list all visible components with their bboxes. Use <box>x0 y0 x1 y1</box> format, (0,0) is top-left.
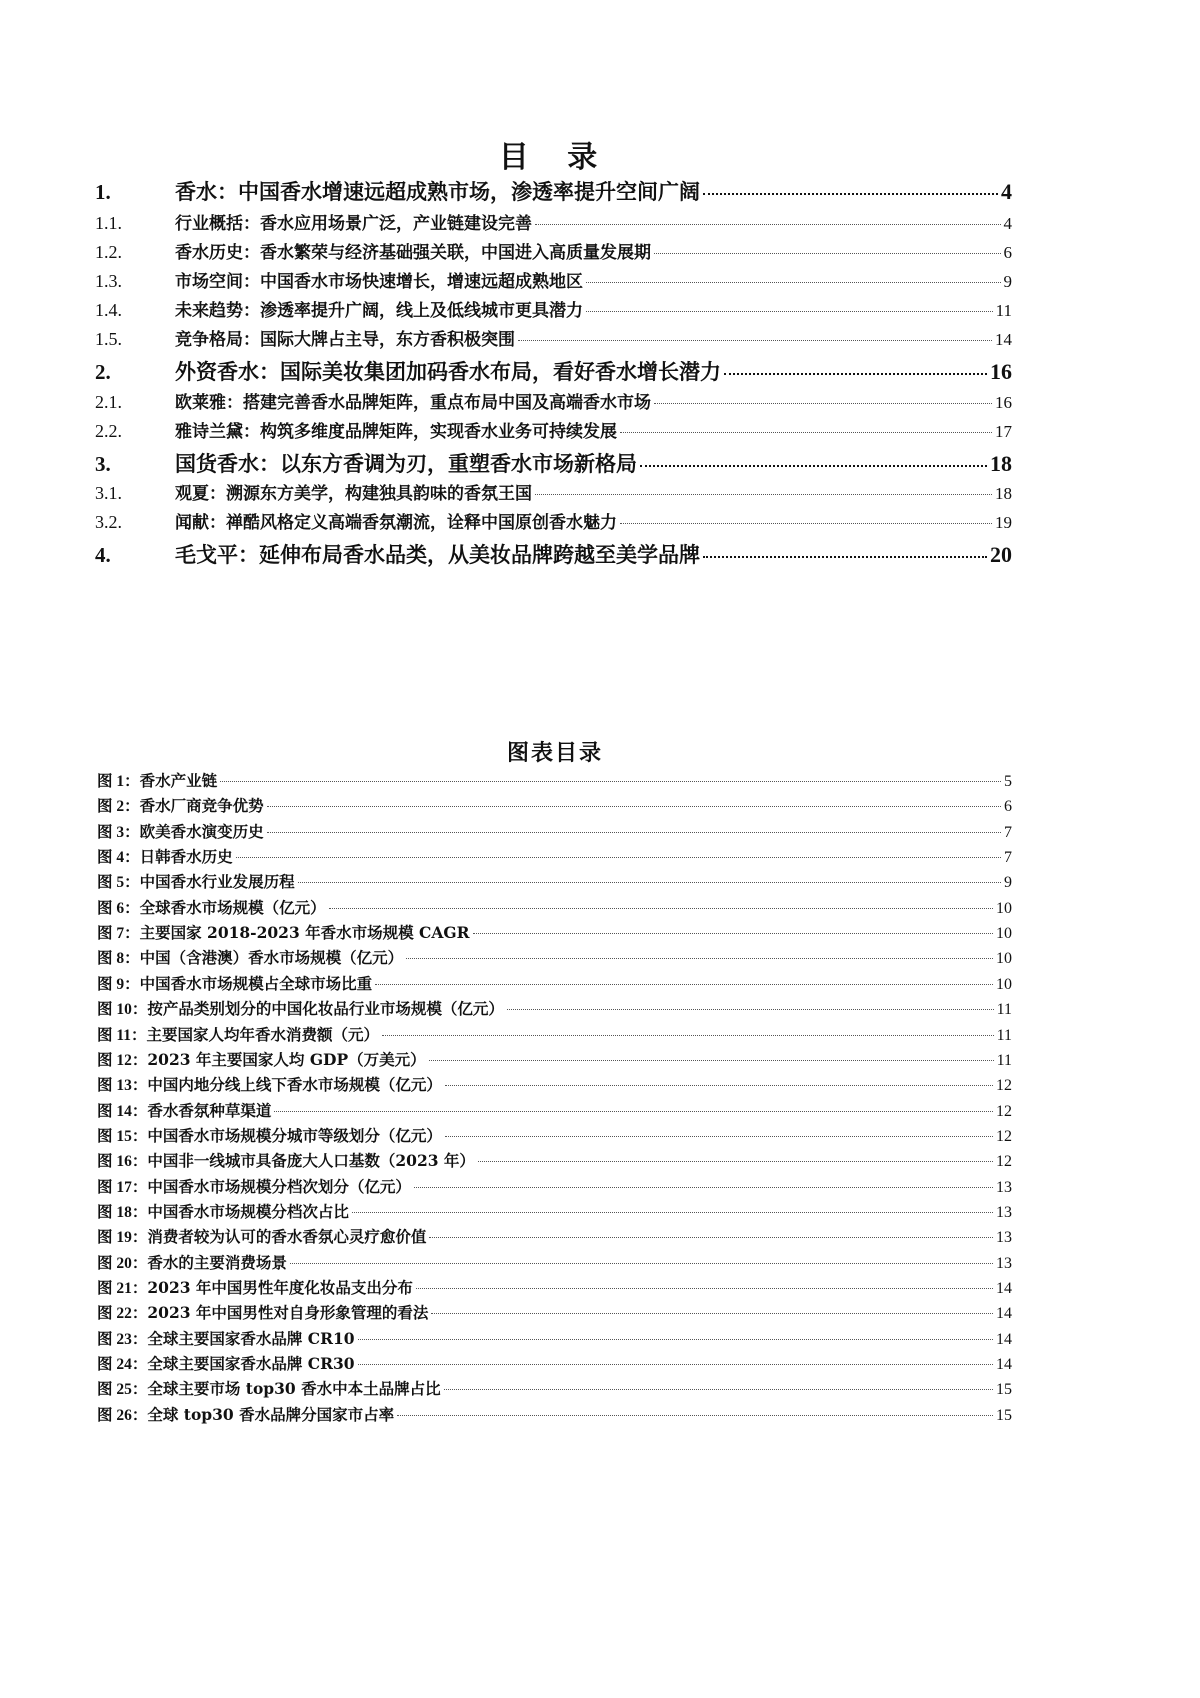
entry-title: 中国香水市场规模占全球市场比重 <box>139 973 373 993</box>
entry-number: 图 4： <box>97 849 140 867</box>
dot-leader <box>382 1035 994 1036</box>
entry-title: 闻献：禅酷风格定义高端香氛潮流，诠释中国原创香水魅力 <box>175 513 617 533</box>
figure-entry[interactable] <box>97 870 1012 892</box>
dot-leader <box>724 373 987 375</box>
entry-number: 3. <box>95 452 111 476</box>
entry-number: 1.4. <box>95 300 122 320</box>
dot-leader <box>406 958 993 959</box>
entry-number: 图 13： <box>97 1077 148 1095</box>
entry-page-number: 16 <box>990 359 1012 384</box>
entry-page-number: 5 <box>1004 773 1012 790</box>
entry-page-number: 11 <box>995 301 1012 320</box>
entry-title: 香水香氛种草渠道 <box>147 1100 272 1120</box>
entry-page-number: 10 <box>996 950 1012 968</box>
entry-title: 未来趋势：渗透率提升广阔，线上及低线城市更具潜力 <box>175 301 583 321</box>
entry-page-number: 14 <box>996 1280 1012 1297</box>
entry-number: 1.1. <box>95 213 122 233</box>
entry-title: 全球主要市场 top30 香水中本土品牌占比 <box>147 1379 441 1399</box>
dot-leader <box>429 1060 994 1061</box>
entry-title: 毛戈平：延伸布局香水品类，从美妆品牌跨越至美学品牌 <box>175 542 700 567</box>
dot-leader <box>535 494 992 495</box>
toc-subsection[interactable] <box>95 417 1012 442</box>
figure-entry[interactable] <box>97 972 1012 994</box>
entry-title: 外资香水：国际美妆集团加码香水布局，看好香水增长潜力 <box>175 359 721 384</box>
entry-number: 3.1. <box>95 483 122 503</box>
figure-entry[interactable] <box>97 845 1012 867</box>
entry-number: 图 15： <box>97 1127 148 1145</box>
entry-number: 图 25： <box>97 1381 148 1399</box>
dot-leader <box>290 1263 993 1264</box>
entry-number: 图 17： <box>97 1178 148 1196</box>
entry-number: 图 14： <box>97 1102 148 1120</box>
figure-entry[interactable] <box>97 997 1012 1019</box>
dot-leader <box>535 224 1001 225</box>
dot-leader <box>431 1313 993 1314</box>
dot-leader <box>267 832 1001 833</box>
entry-title: 竞争格局：国际大牌占主导，东方香积极突围 <box>175 330 515 350</box>
dot-leader <box>298 882 1001 883</box>
dot-leader <box>329 908 993 909</box>
figure-entry[interactable] <box>97 1124 1012 1146</box>
figure-entry[interactable] <box>97 1251 1012 1273</box>
entry-number: 2. <box>95 360 111 384</box>
entry-title: 全球主要国家香水品牌 CR30 <box>147 1354 355 1374</box>
entry-page-number: 4 <box>1003 214 1012 233</box>
figure-entry[interactable] <box>97 896 1012 918</box>
entry-number: 1.2. <box>95 242 122 262</box>
toc-section[interactable] <box>95 448 1012 478</box>
entry-title: 雅诗兰黛：构筑多维度品牌矩阵，实现香水业务可持续发展 <box>175 422 617 442</box>
dot-leader <box>620 523 992 524</box>
entry-page-number: 11 <box>996 1001 1012 1019</box>
entry-title: 全球主要国家香水品牌 CR10 <box>147 1328 355 1348</box>
entry-number: 1. <box>95 180 111 204</box>
entry-page-number: 14 <box>996 1305 1012 1323</box>
figure-entry[interactable] <box>97 1023 1012 1045</box>
dot-leader <box>358 1339 993 1340</box>
figure-entry[interactable] <box>97 1327 1012 1349</box>
entry-number: 图 6： <box>97 899 140 917</box>
entry-number: 图 19： <box>97 1229 148 1247</box>
figure-entry[interactable] <box>97 794 1012 816</box>
entry-title: 全球香水市场规模（亿元） <box>139 897 326 917</box>
entry-title: 中国香水市场规模分档次划分（亿元） <box>147 1176 411 1196</box>
entry-page-number: 9 <box>1003 272 1012 291</box>
entry-number: 图 24： <box>97 1356 148 1374</box>
dot-leader <box>429 1237 993 1238</box>
entry-number: 3.2. <box>95 512 122 532</box>
dot-leader <box>703 193 998 195</box>
dot-leader <box>654 403 992 404</box>
entry-page-number: 13 <box>996 1254 1012 1272</box>
dot-leader <box>358 1364 993 1365</box>
figure-entry[interactable] <box>97 1352 1012 1374</box>
figure-entry[interactable] <box>97 1225 1012 1247</box>
entry-title: 2023 年主要国家人均 GDP（万美元） <box>147 1049 426 1069</box>
entry-number: 图 3： <box>97 823 140 841</box>
figure-entry[interactable] <box>97 1377 1012 1399</box>
figure-entry[interactable] <box>97 1073 1012 1095</box>
entry-number: 图 12： <box>97 1051 148 1069</box>
entry-title: 消费者较为认可的香水香氛心灵疗愈价值 <box>147 1227 427 1247</box>
figure-entry[interactable] <box>97 820 1012 842</box>
dot-leader <box>654 253 1001 254</box>
entry-title: 日韩香水历史 <box>139 847 233 867</box>
entry-number: 图 7： <box>97 925 140 943</box>
figure-entry[interactable] <box>97 1403 1012 1425</box>
entry-title: 市场空间：中国香水市场快速增长，增速远超成熟地区 <box>175 272 583 292</box>
entry-title: 2023 年中国男性对自身形象管理的看法 <box>147 1303 429 1323</box>
entry-title: 欧莱雅：搭建完善香水品牌矩阵，重点布局中国及高端香水市场 <box>175 393 651 413</box>
dot-leader <box>416 1288 993 1289</box>
toc-subsection[interactable] <box>95 296 1012 321</box>
figure-entry[interactable] <box>97 1276 1012 1298</box>
figure-entry[interactable] <box>97 1048 1012 1070</box>
entry-page-number: 6 <box>1004 798 1012 816</box>
entry-title: 中国（含港澳）香水市场规模（亿元） <box>139 948 404 968</box>
entry-page-number: 4 <box>1001 179 1012 204</box>
entry-page-number: 13 <box>996 1229 1012 1247</box>
entry-page-number: 11 <box>996 1026 1012 1044</box>
entry-number: 图 23： <box>97 1330 148 1348</box>
entry-title: 香水的主要消费场景 <box>147 1252 287 1272</box>
dot-leader <box>414 1187 993 1188</box>
entry-page-number: 12 <box>996 1153 1012 1171</box>
entry-number: 图 10： <box>97 1001 148 1019</box>
dot-leader <box>473 933 993 934</box>
entry-title: 香水厂商竞争优势 <box>139 796 264 816</box>
entry-number: 4. <box>95 543 111 567</box>
figure-entry[interactable] <box>97 946 1012 968</box>
entry-title: 中国内地分线上线下香水市场规模（亿元） <box>147 1075 442 1095</box>
entry-page-number: 16 <box>995 393 1012 412</box>
entry-page-number: 17 <box>995 422 1012 441</box>
toc-subsection[interactable] <box>95 479 1012 504</box>
figure-entry[interactable] <box>97 921 1012 943</box>
entry-title: 中国香水行业发展历程 <box>139 872 295 892</box>
entry-page-number: 6 <box>1003 243 1012 262</box>
entry-page-number: 10 <box>996 925 1012 943</box>
entry-page-number: 12 <box>996 1102 1012 1120</box>
entry-title: 2023 年中国男性年度化妆品支出分布 <box>147 1278 413 1297</box>
dot-leader <box>586 282 1001 283</box>
figure-entry[interactable] <box>97 1149 1012 1171</box>
figure-entry[interactable] <box>97 1175 1012 1197</box>
entry-title: 行业概括：香水应用场景广泛，产业链建设完善 <box>175 214 532 234</box>
entry-number: 图 5： <box>97 874 140 892</box>
dot-leader <box>375 984 993 985</box>
entry-page-number: 12 <box>996 1127 1012 1145</box>
entry-title: 欧美香水演变历史 <box>139 821 264 841</box>
entry-page-number: 14 <box>996 1330 1012 1348</box>
toc-subsection[interactable] <box>95 508 1012 533</box>
dot-leader <box>236 857 1001 858</box>
entry-title: 中国香水市场规模分城市等级划分（亿元） <box>147 1125 442 1145</box>
entry-page-number: 13 <box>996 1203 1012 1221</box>
entry-number: 图 2： <box>97 798 140 816</box>
entry-page-number: 14 <box>995 330 1012 349</box>
entry-title: 主要国家人均年香水消费额（元） <box>146 1024 380 1044</box>
entry-title: 按产品类别划分的中国化妆品行业市场规模（亿元） <box>147 999 504 1019</box>
dot-leader <box>220 781 1001 782</box>
dot-leader <box>445 1085 993 1086</box>
entry-number: 2.2. <box>95 421 122 441</box>
dot-leader <box>445 1136 993 1137</box>
figure-entry[interactable] <box>97 769 1012 791</box>
dot-leader <box>640 465 987 467</box>
entry-number: 图 16： <box>97 1153 148 1171</box>
toc-section[interactable] <box>95 176 1012 206</box>
entry-number: 2.1. <box>95 392 122 412</box>
dot-leader <box>586 311 993 312</box>
entry-title: 中国香水市场规模分档次占比 <box>147 1201 349 1221</box>
entry-page-number: 18 <box>995 484 1012 503</box>
dot-leader <box>444 1389 993 1390</box>
entry-page-number: 15 <box>996 1381 1012 1399</box>
entry-number: 图 20： <box>97 1254 148 1272</box>
entry-title: 香水：中国香水增速远超成熟市场，渗透率提升空间广阔 <box>175 179 700 204</box>
dot-leader <box>397 1415 993 1416</box>
entry-page-number: 7 <box>1004 823 1012 841</box>
entry-page-number: 10 <box>996 899 1012 917</box>
dot-leader <box>518 340 992 341</box>
toc-subsection[interactable] <box>95 238 1012 263</box>
dot-leader <box>507 1009 994 1010</box>
entry-title: 观夏：溯源东方美学，构建独具韵味的香氛王国 <box>175 484 532 504</box>
entry-number: 图 11： <box>97 1026 147 1044</box>
entry-number: 1.3. <box>95 271 122 291</box>
entry-number: 图 26： <box>97 1406 148 1424</box>
entry-number: 图 22： <box>97 1305 148 1323</box>
entry-number: 图 18： <box>97 1203 148 1221</box>
entry-page-number: 14 <box>996 1356 1012 1374</box>
toc-subsection[interactable] <box>95 209 1012 234</box>
entry-number: 图 21： <box>97 1280 148 1297</box>
entry-page-number: 18 <box>990 451 1012 476</box>
entry-page-number: 15 <box>996 1406 1012 1424</box>
entry-page-number: 12 <box>996 1077 1012 1095</box>
figure-entry[interactable] <box>97 1200 1012 1222</box>
entry-page-number: 11 <box>996 1051 1012 1069</box>
figure-entry[interactable] <box>97 1099 1012 1121</box>
entry-title: 国货香水：以东方香调为刃，重塑香水市场新格局 <box>175 451 637 476</box>
entry-page-number: 7 <box>1004 849 1012 867</box>
dot-leader <box>267 806 1001 807</box>
entry-title: 香水产业链 <box>139 771 218 790</box>
entry-number: 图 1： <box>97 773 140 790</box>
entry-title: 主要国家 2018-2023 年香水市场规模 CAGR <box>139 923 470 943</box>
entry-number: 1.5. <box>95 329 122 349</box>
entry-title: 香水历史：香水繁荣与经济基础强关联，中国进入高质量发展期 <box>175 243 651 263</box>
figure-list-title: 图表目录 <box>506 740 603 766</box>
toc-subsection[interactable] <box>95 388 1012 413</box>
dot-leader <box>478 1161 993 1162</box>
figure-entry[interactable] <box>97 1301 1012 1323</box>
entry-title: 全球 top30 香水品牌分国家市占率 <box>147 1404 395 1424</box>
entry-page-number: 20 <box>990 542 1012 567</box>
entry-page-number: 9 <box>1004 874 1012 892</box>
entry-page-number: 10 <box>996 975 1012 993</box>
entry-title: 中国非一线城市具备庞大人口基数（2023 年） <box>147 1151 475 1171</box>
dot-leader <box>703 556 987 558</box>
entry-number: 图 9： <box>97 975 140 993</box>
entry-page-number: 13 <box>996 1178 1012 1196</box>
entry-page-number: 19 <box>995 513 1012 532</box>
toc-title: 目 录 <box>498 140 612 175</box>
dot-leader <box>274 1111 993 1112</box>
toc-subsection[interactable] <box>95 267 1012 292</box>
dot-leader <box>352 1212 993 1213</box>
dot-leader <box>620 432 992 433</box>
toc-section[interactable] <box>95 539 1012 569</box>
toc-section[interactable] <box>95 356 1012 386</box>
entry-number: 图 8： <box>97 950 140 968</box>
toc-subsection[interactable] <box>95 325 1012 350</box>
